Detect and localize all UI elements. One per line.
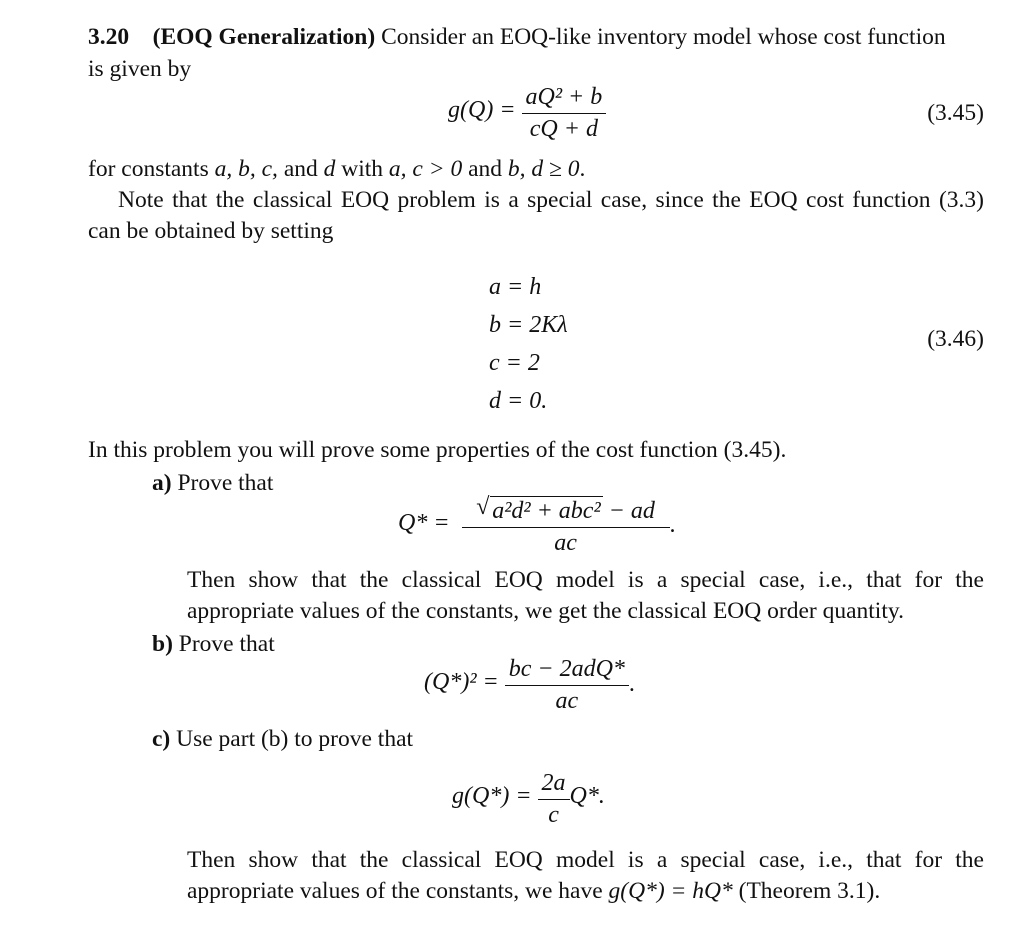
- eq345-number: (3.45): [927, 100, 984, 126]
- part-b-text: Prove that: [178, 631, 275, 657]
- part-b-heading: [152, 629, 275, 659]
- part-a-text: Prove that: [177, 470, 274, 496]
- part-c-follow-2a: appropriate values of the constants, we have: [187, 878, 609, 904]
- part-a-label: a): [152, 470, 172, 496]
- constants-text-5: .: [579, 156, 586, 182]
- part-a-follow-2: appropriate values of the constants, we get the classical EOQ order quantity.: [187, 598, 904, 624]
- problem-title: (EOQ Generalization): [152, 24, 376, 50]
- prove-intro: In this problem you will prove some properties of the cost function (3.45).: [88, 437, 787, 463]
- part-c-follow-1: Then show that the classical EOQ model is a special case, i.e., that for the: [187, 847, 984, 873]
- constants-cond-2: b, d ≥ 0: [507, 156, 580, 182]
- constants-d: d: [323, 156, 336, 182]
- part-c-rhs: Q*.: [569, 783, 605, 810]
- constants-text-2: and: [277, 156, 324, 182]
- part-a-denominator: ac: [462, 527, 670, 557]
- problem-intro-line2: is given by: [88, 56, 192, 82]
- equation-part-b: [424, 656, 635, 715]
- part-c-denominator: c: [538, 799, 570, 829]
- equation-part-a: [398, 496, 676, 557]
- part-a-lhs: Q* =: [398, 510, 450, 537]
- equation-3-45: [448, 84, 606, 143]
- eq346-row-1: a = h: [489, 274, 542, 300]
- part-c-heading: [152, 724, 413, 754]
- problem-number: 3.20: [88, 24, 130, 50]
- part-c-follow-2: [187, 876, 880, 906]
- eq345-numerator: aQ² + b: [525, 84, 603, 110]
- part-c-label: c): [152, 726, 171, 752]
- part-a-heading: [152, 468, 273, 498]
- eq345-denominator: cQ + d: [522, 113, 607, 143]
- part-c-fraction: [538, 770, 570, 829]
- eq346-row-2: b = 2Kλ: [489, 312, 568, 338]
- constants-line: [88, 154, 585, 184]
- part-b-period: .: [628, 671, 635, 698]
- part-c-lhs: g(Q*) =: [452, 783, 532, 810]
- problem-header: [88, 22, 946, 52]
- part-b-fraction: [505, 656, 629, 715]
- constants-text-1: for constants: [88, 156, 215, 182]
- part-a-radicand: a²d² + abc²: [492, 498, 601, 524]
- note-line-2: can be obtained by setting: [88, 218, 334, 244]
- eq346-row-4: d = 0.: [489, 388, 548, 414]
- equation-3-46: [489, 268, 568, 420]
- problem-intro: Consider an EOQ-like inventory model whose cost function: [381, 24, 946, 50]
- equation-part-c: [452, 770, 605, 829]
- constants-text-3: with: [335, 156, 389, 182]
- eq346-row-3: c = 2: [489, 350, 540, 376]
- part-c-follow-2-math: g(Q*) = hQ*: [608, 878, 733, 904]
- part-a-fraction: [462, 496, 670, 557]
- eq345-fraction: [522, 84, 607, 143]
- part-a-numerator: [462, 496, 670, 527]
- part-b-denominator: ac: [505, 685, 629, 715]
- part-a-follow-1: Then show that the classical EOQ model is a special case, i.e., that for the: [187, 567, 984, 593]
- radical-sign: √: [476, 494, 490, 520]
- part-c-text: Use part (b) to prove that: [176, 726, 414, 752]
- part-a-period: .: [669, 512, 676, 539]
- eq345-lhs: g(Q) =: [448, 97, 516, 124]
- constants-vars: a, b, c,: [214, 156, 278, 182]
- part-c-follow-2b: (Theorem 3.1).: [732, 878, 881, 904]
- eq346-number: (3.46): [927, 326, 984, 352]
- part-a-minus: − ad: [602, 498, 655, 524]
- part-b-numerator: bc − 2adQ*: [508, 656, 625, 682]
- constants-text-4: and: [462, 156, 508, 182]
- note-line-1: Note that the classical EOQ problem is a special case, since the EOQ cost function (3.3): [118, 187, 984, 213]
- part-b-label: b): [152, 631, 173, 657]
- constants-cond-1: a, c > 0: [388, 156, 463, 182]
- part-c-numerator: 2a: [541, 770, 566, 796]
- sqrt-symbol: [476, 496, 602, 525]
- part-b-lhs: (Q*)² =: [424, 669, 499, 696]
